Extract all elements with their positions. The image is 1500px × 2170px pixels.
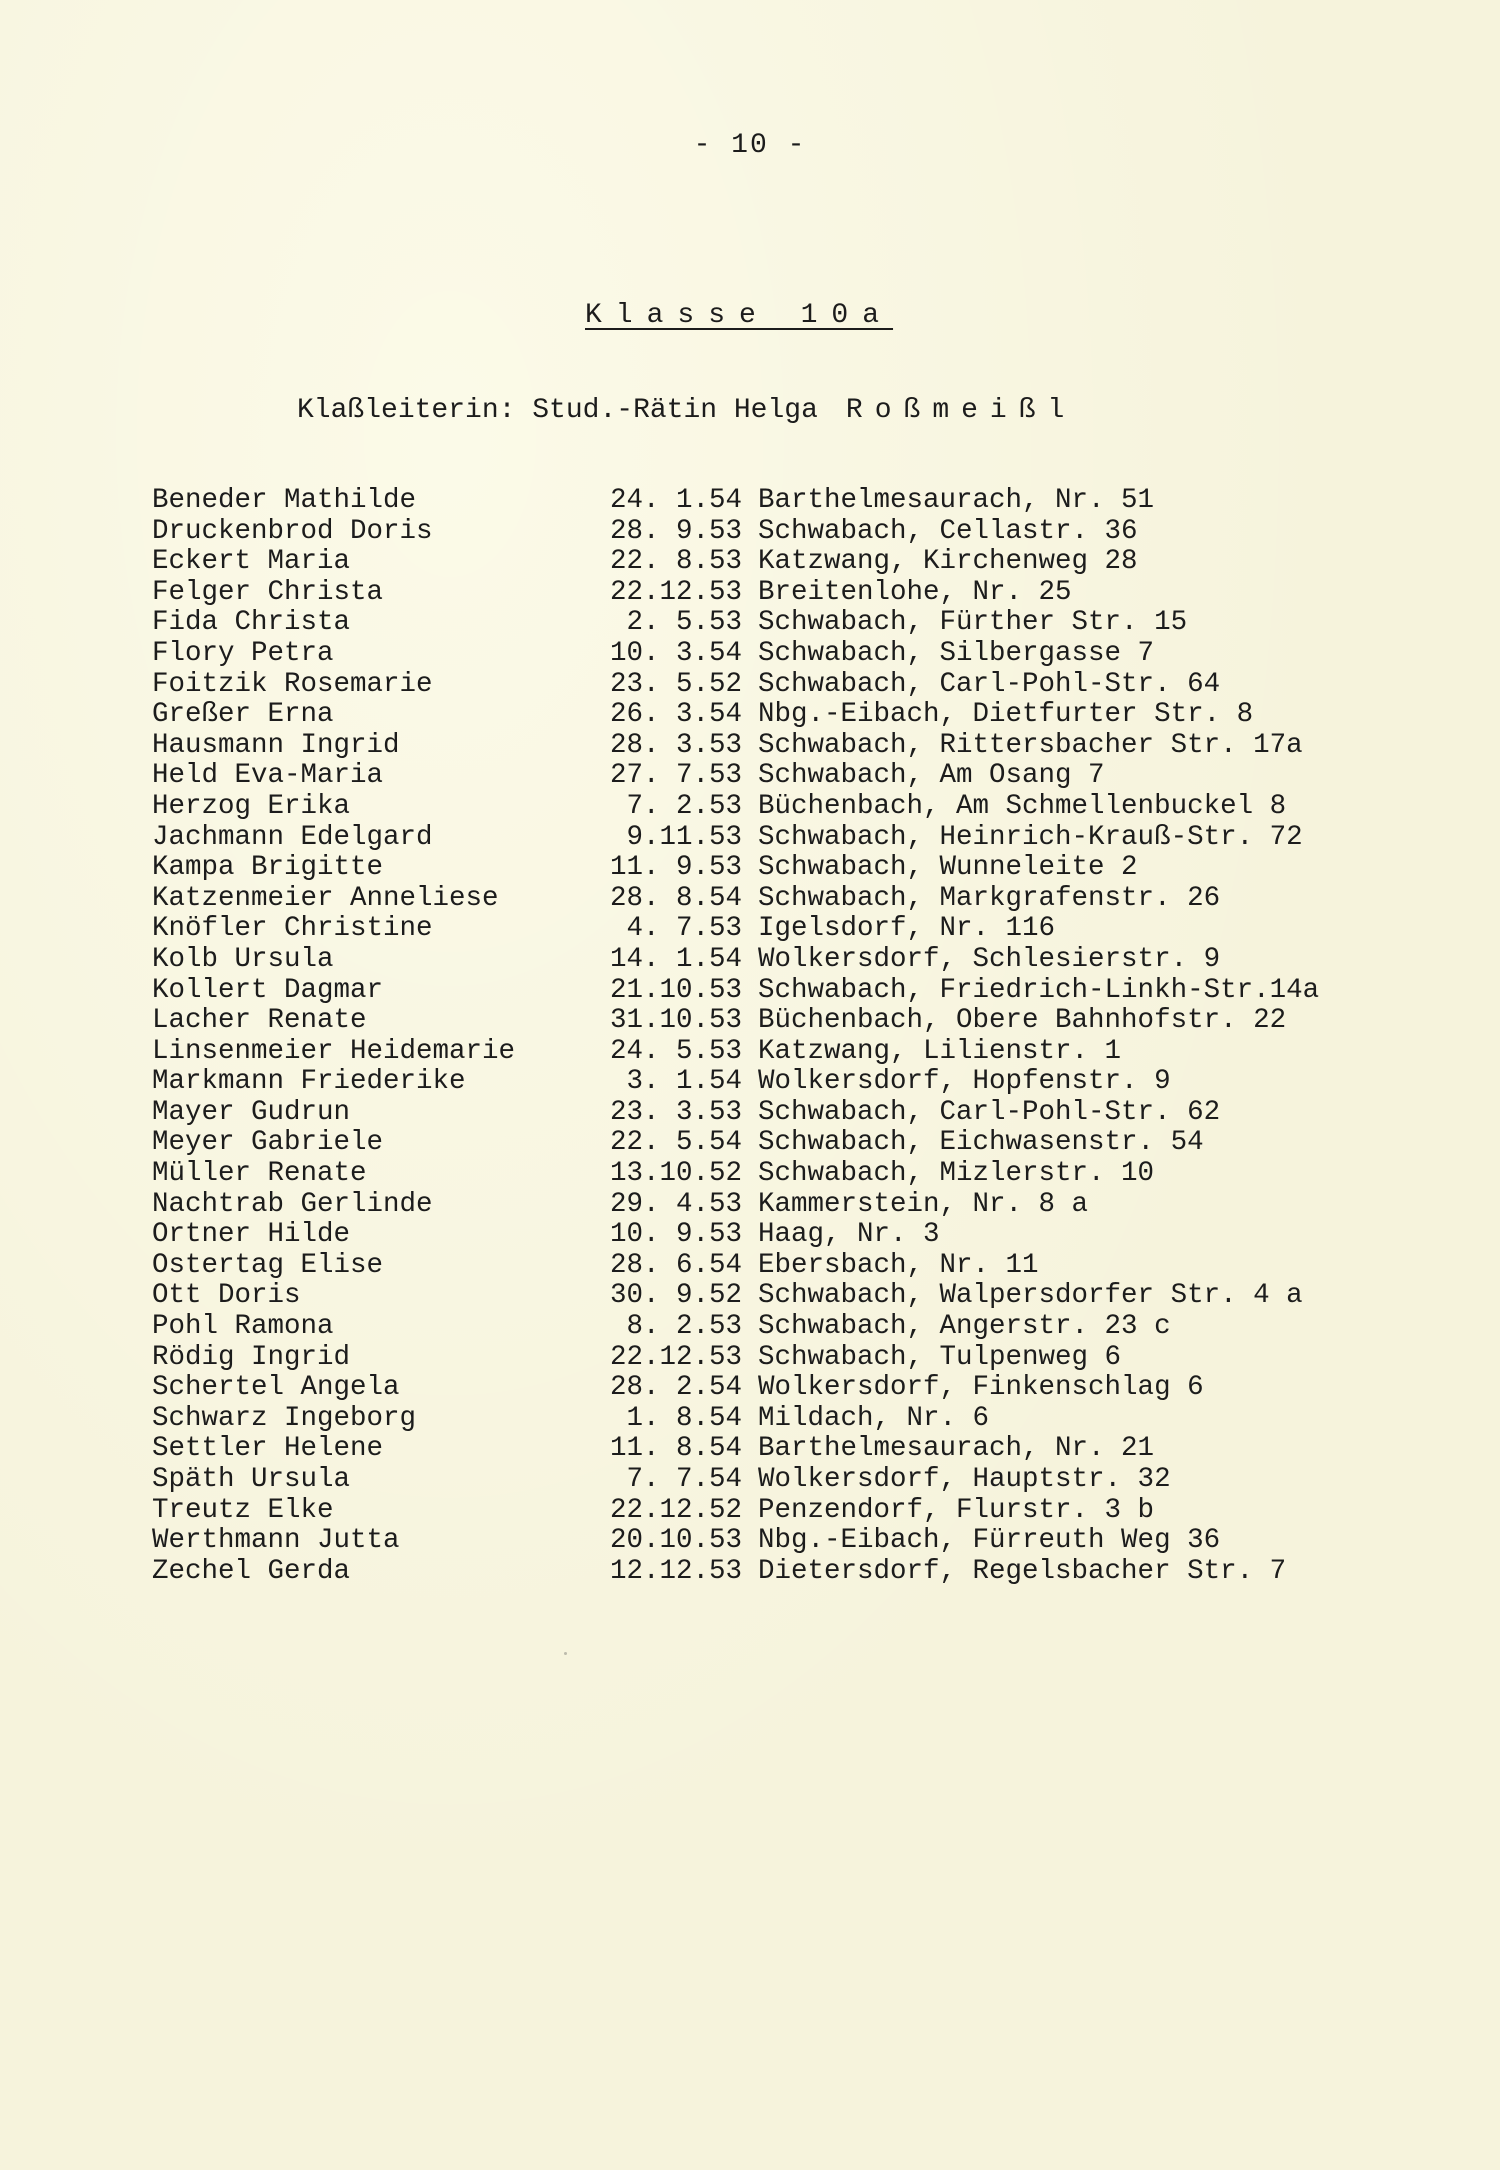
student-row — [152, 700, 1319, 731]
student-row — [152, 884, 1319, 915]
student-name: Fida Christa — [152, 607, 351, 639]
student-address: Büchenbach, Am Schmellenbuckel 8 — [758, 790, 1287, 822]
student-row — [152, 1220, 1319, 1251]
birth-date: 7. 7.54 — [626, 1464, 742, 1495]
student-row — [152, 1067, 1319, 1098]
student-row — [152, 1190, 1319, 1221]
student-address: Schwabach, Mizlerstr. 10 — [758, 1158, 1155, 1190]
birth-date: 29. 4.53 — [609, 1188, 742, 1220]
birth-date: 3. 1.54 — [626, 1066, 742, 1098]
student-name: Knöfler Christine — [152, 913, 433, 945]
student-row — [152, 1557, 1319, 1588]
birth-date: 10. 9.53 — [609, 1219, 742, 1251]
student-name: Kollert Dagmar — [152, 974, 384, 1006]
student-address: Barthelmesaurach, Nr. 21 — [758, 1433, 1155, 1465]
paper-speck — [564, 1652, 567, 1655]
student-address: Katzwang, Kirchenweg 28 — [758, 546, 1138, 578]
birth-date: 28. 9.53 — [609, 515, 742, 547]
student-address: Schwabach, Cellastr. 36 — [758, 515, 1138, 547]
student-row — [152, 1128, 1319, 1159]
student-address: Nbg.-Eibach, Dietfurter Str. 8 — [758, 699, 1254, 731]
teacher-line — [297, 395, 1076, 426]
student-name: Felger Christa — [152, 576, 384, 608]
student-name: Held Eva-Maria — [152, 760, 384, 792]
birth-date: 31.10.53 — [609, 1005, 742, 1037]
birth-date: 11. 9.53 — [609, 852, 742, 884]
bleed-through-texture — [560, 330, 1360, 390]
student-address: Schwabach, Angerstr. 23 c — [758, 1311, 1171, 1343]
birth-date: 12.12.53 — [609, 1555, 742, 1587]
student-address: Katzwang, Lilienstr. 1 — [758, 1035, 1122, 1067]
student-row — [152, 670, 1319, 701]
birth-date: 22. 5.54 — [609, 1127, 742, 1159]
student-address: Schwabach, Walpersdorfer Str. 4 a — [758, 1280, 1303, 1312]
student-name: Kolb Ursula — [152, 943, 334, 975]
student-name: Jachmann Edelgard — [152, 821, 433, 853]
birth-date: 1. 8.54 — [626, 1402, 742, 1434]
student-name: Schertel Angela — [152, 1372, 400, 1404]
student-name: Ortner Hilde — [152, 1219, 351, 1251]
student-name: Hausmann Ingrid — [152, 729, 400, 761]
student-name: Nachtrab Gerlinde — [152, 1188, 433, 1220]
student-name: Markmann Friederike — [152, 1066, 466, 1098]
student-address: Schwabach, Friedrich-Linkh-Str.14a — [758, 974, 1320, 1006]
student-name: Mayer Gudrun — [152, 1096, 351, 1128]
teacher-label: Klaßleiterin: — [297, 395, 516, 426]
birth-date: 26. 3.54 — [609, 699, 742, 731]
birth-date: 21.10.53 — [609, 974, 742, 1006]
birth-date: 22.12.52 — [609, 1494, 742, 1526]
student-address: Schwabach, Am Osang 7 — [758, 760, 1105, 792]
student-row — [152, 792, 1319, 823]
student-row — [152, 639, 1319, 670]
student-row — [152, 517, 1319, 548]
student-name: Werthmann Jutta — [152, 1525, 400, 1557]
student-row — [152, 853, 1319, 884]
student-row — [152, 1404, 1319, 1435]
page-number: - 10 - — [693, 130, 807, 161]
student-list — [152, 486, 1319, 1587]
student-address: Haag, Nr. 3 — [758, 1219, 940, 1251]
student-address: Schwabach, Rittersbacher Str. 17a — [758, 729, 1303, 761]
student-row — [152, 1098, 1319, 1129]
student-row — [152, 731, 1319, 762]
student-name: Rödig Ingrid — [152, 1341, 351, 1373]
student-address: Schwabach, Fürther Str. 15 — [758, 607, 1188, 639]
student-row — [152, 1434, 1319, 1465]
student-address: Schwabach, Carl-Pohl-Str. 64 — [758, 668, 1221, 700]
student-address: Schwabach, Markgrafenstr. 26 — [758, 882, 1221, 914]
student-name: Ott Doris — [152, 1280, 301, 1312]
student-name: Foitzik Rosemarie — [152, 668, 433, 700]
birth-date: 28. 8.54 — [609, 882, 742, 914]
student-address: Büchenbach, Obere Bahnhofstr. 22 — [758, 1005, 1287, 1037]
student-address: Wolkersdorf, Finkenschlag 6 — [758, 1372, 1204, 1404]
birth-date: 23. 5.52 — [609, 668, 742, 700]
student-name: Zechel Gerda — [152, 1555, 351, 1587]
birth-date: 2. 5.53 — [626, 607, 742, 639]
student-name: Ostertag Elise — [152, 1249, 384, 1281]
student-row — [152, 1159, 1319, 1190]
birth-date: 8. 2.53 — [626, 1311, 742, 1343]
birth-date: 28. 3.53 — [609, 729, 742, 761]
student-address: Mildach, Nr. 6 — [758, 1402, 990, 1434]
student-name: Meyer Gabriele — [152, 1127, 384, 1159]
student-address: Penzendorf, Flurstr. 3 b — [758, 1494, 1155, 1526]
student-name: Linsenmeier Heidemarie — [152, 1035, 516, 1067]
student-address: Dietersdorf, Regelsbacher Str. 7 — [758, 1555, 1287, 1587]
birth-date: 13.10.52 — [609, 1158, 742, 1190]
birth-date: 24. 5.53 — [609, 1035, 742, 1067]
birth-date: 28. 2.54 — [609, 1372, 742, 1404]
student-address: Wolkersdorf, Hopfenstr. 9 — [758, 1066, 1171, 1098]
student-row — [152, 1465, 1319, 1496]
birth-date: 22.12.53 — [609, 1341, 742, 1373]
student-name: Katzenmeier Anneliese — [152, 882, 499, 914]
student-name: Späth Ursula — [152, 1464, 351, 1495]
student-name: Druckenbrod Doris — [152, 515, 433, 547]
birth-date: 24. 1.54 — [609, 485, 742, 516]
student-row — [152, 1373, 1319, 1404]
student-row — [152, 1343, 1319, 1374]
student-address: Schwabach, Silbergasse 7 — [758, 637, 1155, 669]
student-address: Nbg.-Eibach, Fürreuth Weg 36 — [758, 1525, 1221, 1557]
student-row — [152, 1281, 1319, 1312]
student-row — [152, 1496, 1319, 1527]
birth-date: 9.11.53 — [626, 821, 742, 853]
birth-date: 27. 7.53 — [609, 760, 742, 792]
student-row — [152, 945, 1319, 976]
student-row — [152, 914, 1319, 945]
birth-date: 22.12.53 — [609, 576, 742, 608]
birth-date: 30. 9.52 — [609, 1280, 742, 1312]
student-address: Ebersbach, Nr. 11 — [758, 1249, 1039, 1281]
student-name: Flory Petra — [152, 637, 334, 669]
birth-date: 10. 3.54 — [609, 637, 742, 669]
student-row — [152, 1312, 1319, 1343]
student-name: Beneder Mathilde — [152, 485, 417, 516]
student-name: Lacher Renate — [152, 1005, 367, 1037]
birth-date: 14. 1.54 — [609, 943, 742, 975]
student-name: Eckert Maria — [152, 546, 351, 578]
birth-date: 11. 8.54 — [609, 1433, 742, 1465]
student-name: Pohl Ramona — [152, 1311, 334, 1343]
birth-date: 7. 2.53 — [626, 790, 742, 822]
student-address: Barthelmesaurach, Nr. 51 — [758, 485, 1155, 516]
birth-date: 20.10.53 — [609, 1525, 742, 1557]
student-name: Müller Renate — [152, 1158, 367, 1190]
student-row — [152, 486, 1319, 517]
student-row — [152, 761, 1319, 792]
student-row — [152, 823, 1319, 854]
teacher-title: Stud.-Rätin Helga — [532, 395, 818, 426]
student-name: Herzog Erika — [152, 790, 351, 822]
student-address: Igelsdorf, Nr. 116 — [758, 913, 1056, 945]
student-row — [152, 1251, 1319, 1282]
birth-date: 23. 3.53 — [609, 1096, 742, 1128]
student-row — [152, 608, 1319, 639]
student-name: Greßer Erna — [152, 699, 334, 731]
student-address: Schwabach, Eichwasenstr. 54 — [758, 1127, 1204, 1159]
student-row — [152, 1006, 1319, 1037]
student-address: Breitenlohe, Nr. 25 — [758, 576, 1072, 608]
birth-date: 4. 7.53 — [626, 913, 742, 945]
student-row — [152, 976, 1319, 1007]
student-address: Schwabach, Wunneleite 2 — [758, 852, 1138, 884]
student-row — [152, 1037, 1319, 1068]
student-address: Wolkersdorf, Schlesierstr. 9 — [758, 943, 1221, 975]
student-name: Treutz Elke — [152, 1494, 334, 1526]
student-name: Settler Helene — [152, 1433, 384, 1465]
student-address: Schwabach, Heinrich-Krauß-Str. 72 — [758, 821, 1303, 853]
birth-date: 22. 8.53 — [609, 546, 742, 578]
student-address: Kammerstein, Nr. 8 a — [758, 1188, 1089, 1220]
class-title: Klasse 10a — [585, 300, 894, 331]
student-row — [152, 547, 1319, 578]
student-address: Schwabach, Tulpenweg 6 — [758, 1341, 1122, 1373]
birth-date: 28. 6.54 — [609, 1249, 742, 1281]
student-name: Schwarz Ingeborg — [152, 1402, 417, 1434]
student-address: Schwabach, Carl-Pohl-Str. 62 — [758, 1096, 1221, 1128]
student-row — [152, 1526, 1319, 1557]
student-address: Wolkersdorf, Hauptstr. 32 — [758, 1464, 1171, 1495]
teacher-name: Roßmeißl — [845, 395, 1077, 426]
student-name: Kampa Brigitte — [152, 852, 384, 884]
student-row — [152, 578, 1319, 609]
